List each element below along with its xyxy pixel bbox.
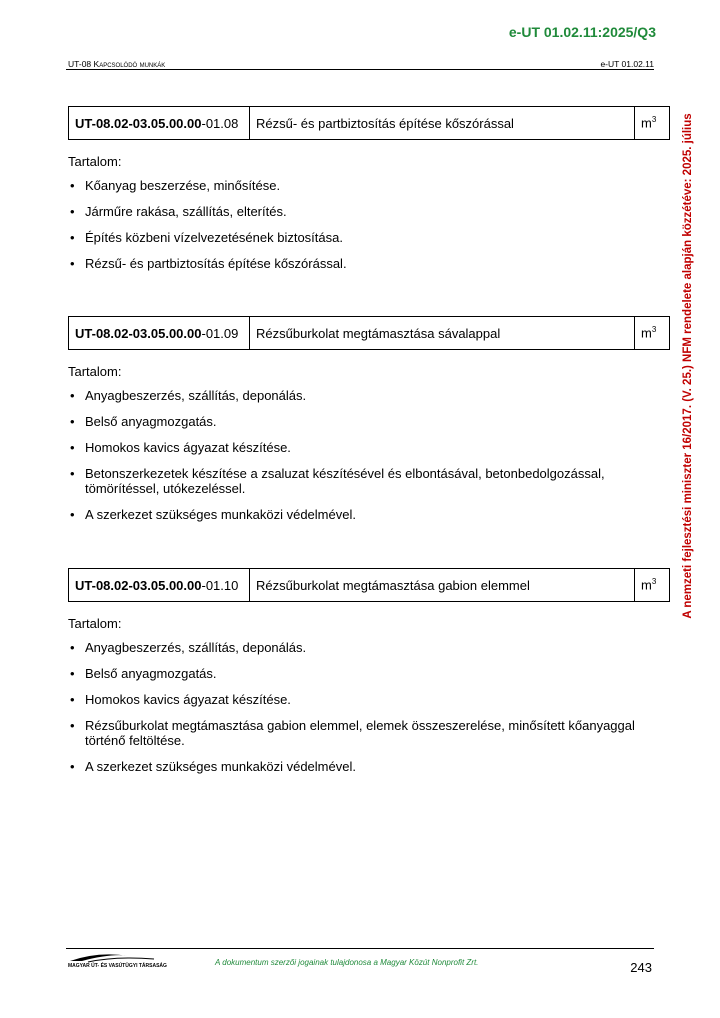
content-label: Tartalom: bbox=[68, 364, 122, 379]
content-list bbox=[68, 178, 670, 271]
content-label: Tartalom: bbox=[68, 154, 122, 169]
footer-divider bbox=[66, 948, 654, 949]
work-item-code: UT-08.02-03.05.00.00-01.10 bbox=[69, 569, 250, 602]
list-item: • Homokos kavics ágyazat készítése. bbox=[68, 440, 670, 455]
list-item: • Belső anyagmozgatás. bbox=[68, 414, 670, 429]
work-item-table bbox=[68, 106, 670, 140]
header-chapter bbox=[68, 59, 165, 69]
work-item-section bbox=[68, 568, 670, 785]
work-item-title: Rézsűburkolat megtámasztása sávalappal bbox=[250, 317, 635, 350]
list-item: • A szerkezet szükséges munkaközi védelmével. bbox=[68, 507, 670, 522]
list-item: • A szerkezet szükséges munkaközi védelmével. bbox=[68, 759, 670, 774]
work-item-code: UT-08.02-03.05.00.00-01.09 bbox=[69, 317, 250, 350]
content-label: Tartalom: bbox=[68, 616, 122, 631]
work-item-title: Rézsűburkolat megtámasztása gabion elemmel bbox=[250, 569, 635, 602]
content-list bbox=[68, 388, 670, 522]
work-item-unit: $m^3$ bbox=[635, 317, 670, 350]
list-item: • Építés közbeni vízelvezetésének biztosítása. bbox=[68, 230, 670, 245]
work-item-section bbox=[68, 316, 670, 533]
list-item: • Belső anyagmozgatás. bbox=[68, 666, 670, 681]
work-item-table bbox=[68, 316, 670, 350]
work-item-table bbox=[68, 568, 670, 602]
list-item: • Rézsű- és partbiztosítás építése kőszórással. bbox=[68, 256, 670, 271]
work-item-section bbox=[68, 106, 670, 282]
company-logo-text: MAGYAR ÚT- ÉS VASÚTÜGYI TÁRSASÁG bbox=[68, 963, 167, 969]
publication-note: A nemzeti fejlesztési miniszter 16/2017. (V. 25.) NFM rendelete alapján közzétéve: 2025. július bbox=[682, 113, 694, 619]
copyright-notice: A dokumentum szerzői jogainak tulajdonosa a Magyar Közút Nonprofit Zrt. bbox=[215, 958, 479, 967]
header-document-code: e-UT 01.02.11 bbox=[600, 59, 654, 69]
list-item: • Rézsűburkolat megtámasztása gabion elemmel, elemek összeszerelése, minősített kőanyaggal történő feltöltése. bbox=[68, 718, 670, 748]
page-number: 243 bbox=[630, 960, 652, 975]
list-item: • Kőanyag beszerzése, minősítése. bbox=[68, 178, 670, 193]
list-item: • Homokos kavics ágyazat készítése. bbox=[68, 692, 670, 707]
document-id: e-UT 01.02.11:2025/Q3 bbox=[508, 24, 656, 40]
header-chapter-title: Kapcsolódó munkák bbox=[93, 59, 166, 69]
header-chapter-code: UT-08 bbox=[68, 59, 92, 69]
company-logo-icon bbox=[68, 950, 158, 964]
list-item: • Anyagbeszerzés, szállítás, deponálás. bbox=[68, 640, 670, 655]
header-divider bbox=[66, 69, 654, 70]
list-item: • Betonszerkezetek készítése a zsaluzat készítésével és elbontásával, betonbedolgozással, tömörítéssel, utókezeléssel. bbox=[68, 466, 670, 496]
work-item-unit: $m^3$ bbox=[635, 569, 670, 602]
content-list bbox=[68, 640, 670, 774]
work-item-title: Rézsű- és partbiztosítás építése kőszórással bbox=[250, 107, 635, 140]
work-item-unit: $m^3$ bbox=[635, 107, 670, 140]
work-item-code: UT-08.02-03.05.00.00-01.08 bbox=[69, 107, 250, 140]
list-item: • Járműre rakása, szállítás, elterítés. bbox=[68, 204, 670, 219]
list-item: • Anyagbeszerzés, szállítás, deponálás. bbox=[68, 388, 670, 403]
